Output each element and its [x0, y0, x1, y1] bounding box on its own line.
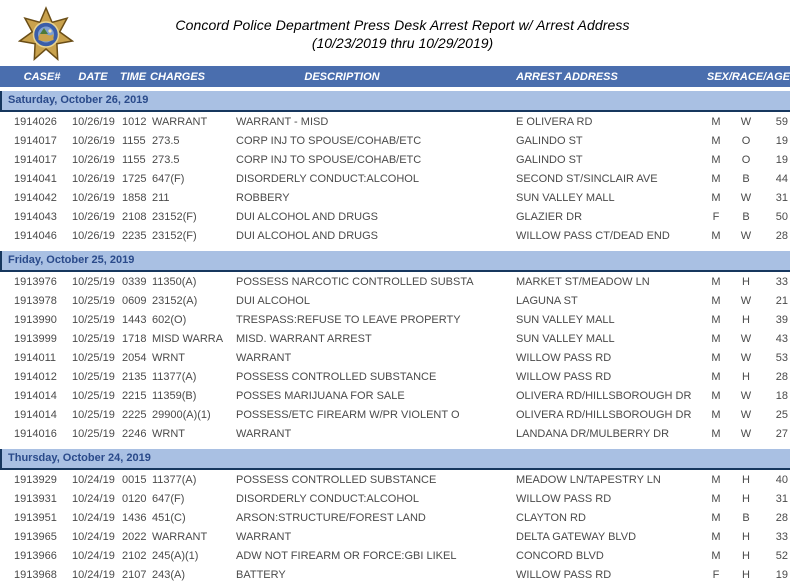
cell-race: H	[742, 275, 750, 288]
cell-description: MISD. WARRANT ARREST	[236, 332, 372, 345]
cell-sex: M	[711, 115, 721, 128]
cell-charges: 451(C)	[152, 511, 186, 524]
cell-date: 10/25/19	[72, 408, 115, 421]
cell-case-number: 1914011	[14, 351, 57, 364]
cell-description: POSSESS/ETC FIREARM W/PR VIOLENT O	[236, 408, 460, 421]
cell-case-number: 1913951	[14, 511, 57, 524]
cell-age: 52	[775, 549, 788, 562]
cell-arrest-address: GALINDO ST	[516, 153, 583, 166]
cell-time: 2246	[122, 427, 147, 440]
cell-description: TRESPASS:REFUSE TO LEAVE PROPERTY	[236, 313, 461, 326]
cell-case-number: 1914026	[14, 115, 57, 128]
day-section-rows	[0, 470, 790, 584]
cell-case-number: 1913929	[14, 473, 57, 486]
cell-description: ADW NOT FIREARM OR FORCE:GBI LIKEL	[236, 549, 457, 562]
table-row	[0, 310, 790, 329]
cell-description: POSSESS CONTROLLED SUBSTANCE	[236, 473, 437, 486]
cell-age: 50	[775, 210, 788, 223]
table-row	[0, 470, 790, 489]
cell-time: 2215	[122, 389, 147, 402]
cell-date: 10/25/19	[72, 389, 115, 402]
cell-description: WARRANT - MISD	[236, 115, 329, 128]
cell-arrest-address: GALINDO ST	[516, 134, 583, 147]
cell-sex: M	[711, 275, 721, 288]
cell-race: B	[742, 210, 750, 223]
cell-time: 1718	[122, 332, 147, 345]
column-header-sex-race-age: SEX/RACE/AGE	[706, 70, 790, 83]
table-row	[0, 272, 790, 291]
cell-description: DUI ALCOHOL AND DRUGS	[236, 229, 379, 242]
cell-race: W	[740, 351, 752, 364]
cell-case-number: 1914043	[14, 210, 57, 223]
cell-charges: 23152(F)	[152, 229, 197, 242]
cell-race: H	[742, 370, 750, 383]
cell-date: 10/24/19	[72, 473, 115, 486]
cell-case-number: 1914017	[14, 153, 57, 166]
cell-age: 53	[775, 351, 788, 364]
cell-time: 2054	[122, 351, 147, 364]
cell-charges: 647(F)	[152, 172, 185, 185]
cell-charges: 23152(F)	[152, 210, 197, 223]
cell-time: 2135	[122, 370, 147, 383]
cell-charges: WRNT	[152, 427, 185, 440]
cell-date: 10/25/19	[72, 275, 115, 288]
cell-sex: M	[711, 351, 721, 364]
cell-sex: M	[711, 549, 721, 562]
cell-race: H	[742, 549, 750, 562]
cell-charges: 11377(A)	[152, 473, 197, 486]
table-row	[0, 527, 790, 546]
cell-charges: 11377(A)	[152, 370, 197, 383]
cell-time: 1725	[122, 172, 147, 185]
cell-time: 0609	[122, 294, 147, 307]
cell-description: BATTERY	[236, 568, 286, 581]
cell-date: 10/24/19	[72, 549, 115, 562]
cell-time: 2225	[122, 408, 147, 421]
cell-charges: MISD WARRA	[152, 332, 224, 345]
cell-description: DISORDERLY CONDUCT:ALCOHOL	[236, 492, 419, 505]
cell-case-number: 1913999	[14, 332, 57, 345]
cell-charges: 29900(A)(1)	[152, 408, 211, 421]
table-row	[0, 508, 790, 527]
cell-charges: WARRANT	[152, 115, 208, 128]
cell-age: 21	[775, 294, 788, 307]
column-header-time: TIME	[119, 70, 147, 83]
cell-arrest-address: WILLOW PASS RD	[516, 370, 612, 383]
cell-date: 10/26/19	[72, 172, 115, 185]
cell-description: POSSESS NARCOTIC CONTROLLED SUBSTA	[236, 275, 474, 288]
cell-date: 10/26/19	[72, 153, 115, 166]
cell-age: 28	[775, 511, 788, 524]
day-section	[0, 449, 790, 584]
table-body	[0, 91, 790, 584]
cell-age: 33	[775, 275, 788, 288]
cell-race: W	[740, 389, 752, 402]
cell-age: 40	[775, 473, 788, 486]
table-column-header-row	[0, 66, 790, 87]
cell-date: 10/25/19	[72, 332, 115, 345]
cell-arrest-address: SUN VALLEY MALL	[516, 191, 615, 204]
cell-charges: 11359(B)	[152, 389, 197, 402]
column-header-date: DATE	[78, 70, 108, 83]
cell-charges: 211	[152, 191, 170, 204]
table-row	[0, 386, 790, 405]
cell-time: 2022	[122, 530, 147, 543]
cell-race: W	[740, 191, 752, 204]
cell-date: 10/24/19	[72, 492, 115, 505]
cell-age: 18	[775, 389, 788, 402]
cell-race: B	[742, 511, 750, 524]
cell-race: H	[742, 530, 750, 543]
concord-police-badge-logo	[18, 3, 74, 65]
cell-sex: M	[711, 473, 721, 486]
cell-case-number: 1914014	[14, 408, 57, 421]
cell-date: 10/24/19	[72, 511, 115, 524]
cell-description: WARRANT	[236, 351, 292, 364]
cell-date: 10/25/19	[72, 427, 115, 440]
cell-age: 31	[775, 492, 788, 505]
cell-race: W	[740, 332, 752, 345]
cell-sex: M	[711, 191, 721, 204]
cell-sex: M	[711, 294, 721, 307]
cell-arrest-address: CONCORD BLVD	[516, 549, 604, 562]
cell-date: 10/24/19	[72, 530, 115, 543]
cell-case-number: 1913968	[14, 568, 57, 581]
cell-arrest-address: SUN VALLEY MALL	[516, 332, 615, 345]
cell-time: 2102	[122, 549, 147, 562]
cell-date: 10/26/19	[72, 115, 115, 128]
cell-time: 0120	[122, 492, 147, 505]
cell-charges: 245(A)(1)	[152, 549, 199, 562]
cell-case-number: 1913978	[14, 294, 57, 307]
report-title: Concord Police Department Press Desk Arrest Report w/ Arrest Address	[175, 17, 630, 33]
cell-age: 19	[775, 134, 788, 147]
cell-sex: M	[711, 370, 721, 383]
day-section-rows	[0, 112, 790, 245]
cell-age: 31	[775, 191, 788, 204]
cell-arrest-address: LAGUNA ST	[516, 294, 578, 307]
table-row	[0, 489, 790, 508]
cell-age: 33	[775, 530, 788, 543]
cell-case-number: 1913931	[14, 492, 57, 505]
table-row	[0, 112, 790, 131]
cell-arrest-address: LANDANA DR/MULBERRY DR	[516, 427, 670, 440]
cell-case-number: 1913976	[14, 275, 57, 288]
cell-date: 10/26/19	[72, 191, 115, 204]
day-section-header: Saturday, October 26, 2019	[0, 91, 790, 112]
cell-race: O	[741, 153, 751, 166]
cell-age: 27	[775, 427, 788, 440]
cell-charges: 273.5	[152, 134, 180, 147]
cell-case-number: 1913990	[14, 313, 57, 326]
table-row	[0, 207, 790, 226]
cell-charges: WRNT	[152, 351, 185, 364]
table-row	[0, 565, 790, 584]
cell-arrest-address: SUN VALLEY MALL	[516, 313, 615, 326]
column-header-case: CASE#	[23, 70, 61, 83]
cell-arrest-address: CLAYTON RD	[516, 511, 586, 524]
table-row	[0, 424, 790, 443]
cell-race: H	[742, 473, 750, 486]
cell-case-number: 1914017	[14, 134, 57, 147]
cell-date: 10/26/19	[72, 210, 115, 223]
cell-description: CORP INJ TO SPOUSE/COHAB/ETC	[236, 134, 422, 147]
cell-time: 0015	[122, 473, 147, 486]
table-row	[0, 405, 790, 424]
cell-sex: M	[711, 153, 721, 166]
table-row	[0, 348, 790, 367]
cell-race: H	[742, 492, 750, 505]
cell-race: O	[741, 134, 751, 147]
arrest-table	[0, 66, 790, 584]
cell-description: ROBBERY	[236, 191, 290, 204]
table-row	[0, 226, 790, 245]
cell-sex: M	[711, 332, 721, 345]
cell-race: W	[740, 408, 752, 421]
cell-description: DISORDERLY CONDUCT:ALCOHOL	[236, 172, 419, 185]
cell-arrest-address: MARKET ST/MEADOW LN	[516, 275, 650, 288]
cell-charges: 273.5	[152, 153, 180, 166]
cell-case-number: 1913966	[14, 549, 57, 562]
table-row	[0, 188, 790, 207]
cell-race: W	[740, 115, 752, 128]
table-row	[0, 169, 790, 188]
column-header-charges: CHARGES	[150, 70, 206, 83]
cell-age: 25	[775, 408, 788, 421]
cell-case-number: 1914041	[14, 172, 57, 185]
cell-case-number: 1914042	[14, 191, 57, 204]
cell-date: 10/25/19	[72, 351, 115, 364]
cell-arrest-address: GLAZIER DR	[516, 210, 583, 223]
column-header-description: DESCRIPTION	[304, 70, 380, 83]
table-row	[0, 329, 790, 348]
cell-arrest-address: WILLOW PASS CT/DEAD END	[516, 229, 670, 242]
cell-date: 10/26/19	[72, 134, 115, 147]
cell-description: POSSESS CONTROLLED SUBSTANCE	[236, 370, 437, 383]
cell-date: 10/26/19	[72, 229, 115, 242]
day-section-rows	[0, 272, 790, 443]
cell-date: 10/25/19	[72, 370, 115, 383]
cell-race: W	[740, 294, 752, 307]
cell-race: W	[740, 229, 752, 242]
cell-race: H	[742, 568, 750, 581]
table-row	[0, 291, 790, 310]
cell-arrest-address: DELTA GATEWAY BLVD	[516, 530, 637, 543]
cell-time: 1012	[122, 115, 147, 128]
day-section	[0, 251, 790, 443]
cell-time: 2107	[122, 568, 147, 581]
cell-age: 19	[775, 153, 788, 166]
cell-age: 19	[775, 568, 788, 581]
report-date-range: (10/23/2019 thru 10/29/2019)	[311, 35, 494, 51]
cell-case-number: 1914046	[14, 229, 57, 242]
cell-arrest-address: WILLOW PASS RD	[516, 351, 612, 364]
cell-age: 59	[775, 115, 788, 128]
day-section	[0, 91, 790, 245]
day-section-header: Thursday, October 24, 2019	[0, 449, 790, 470]
cell-sex: M	[711, 134, 721, 147]
cell-date: 10/24/19	[72, 568, 115, 581]
cell-age: 44	[775, 172, 788, 185]
cell-arrest-address: WILLOW PASS RD	[516, 492, 612, 505]
cell-sex: F	[712, 568, 720, 581]
report-title-block	[0, 0, 805, 51]
cell-race: H	[742, 313, 750, 326]
cell-description: CORP INJ TO SPOUSE/COHAB/ETC	[236, 153, 422, 166]
cell-sex: M	[711, 408, 721, 421]
cell-sex: M	[711, 172, 721, 185]
cell-charges: 602(O)	[152, 313, 187, 326]
cell-time: 1155	[122, 134, 146, 147]
cell-arrest-address: OLIVERA RD/HILLSBOROUGH DR	[516, 389, 692, 402]
day-section-header: Friday, October 25, 2019	[0, 251, 790, 272]
cell-case-number: 1913965	[14, 530, 57, 543]
cell-sex: M	[711, 229, 721, 242]
cell-sex: M	[711, 511, 721, 524]
cell-time: 1436	[122, 511, 147, 524]
cell-description: WARRANT	[236, 427, 292, 440]
cell-description: DUI ALCOHOL	[236, 294, 310, 307]
table-row	[0, 131, 790, 150]
cell-age: 39	[775, 313, 788, 326]
cell-description: POSSES MARIJUANA FOR SALE	[236, 389, 405, 402]
cell-age: 28	[775, 370, 788, 383]
cell-sex: M	[711, 427, 721, 440]
cell-date: 10/25/19	[72, 294, 115, 307]
cell-description: WARRANT	[236, 530, 292, 543]
cell-sex: F	[712, 210, 720, 223]
cell-arrest-address: MEADOW LN/TAPESTRY LN	[516, 473, 661, 486]
cell-race: B	[742, 172, 750, 185]
table-row	[0, 546, 790, 565]
cell-sex: M	[711, 492, 721, 505]
cell-race: W	[740, 427, 752, 440]
table-row	[0, 150, 790, 169]
cell-case-number: 1914012	[14, 370, 57, 383]
cell-sex: M	[711, 389, 721, 402]
cell-charges: 11350(A)	[152, 275, 197, 288]
cell-sex: M	[711, 313, 721, 326]
cell-sex: M	[711, 530, 721, 543]
cell-arrest-address: SECOND ST/SINCLAIR AVE	[516, 172, 658, 185]
cell-time: 2108	[122, 210, 147, 223]
cell-arrest-address: OLIVERA RD/HILLSBOROUGH DR	[516, 408, 692, 421]
report-header	[0, 0, 805, 66]
cell-charges: 243(A)	[152, 568, 186, 581]
cell-charges: WARRANT	[152, 530, 208, 543]
cell-charges: 23152(A)	[152, 294, 198, 307]
cell-description: ARSON:STRUCTURE/FOREST LAND	[236, 511, 426, 524]
cell-time: 1858	[122, 191, 147, 204]
cell-time: 2235	[122, 229, 147, 242]
cell-date: 10/25/19	[72, 313, 115, 326]
table-row	[0, 367, 790, 386]
cell-time: 1443	[122, 313, 147, 326]
column-header-address: ARREST ADDRESS	[516, 70, 618, 83]
cell-case-number: 1914014	[14, 389, 57, 402]
cell-age: 28	[775, 229, 788, 242]
cell-arrest-address: WILLOW PASS RD	[516, 568, 612, 581]
cell-arrest-address: E OLIVERA RD	[516, 115, 593, 128]
cell-charges: 647(F)	[152, 492, 185, 505]
cell-time: 0339	[122, 275, 147, 288]
cell-case-number: 1914016	[14, 427, 57, 440]
cell-time: 1155	[122, 153, 146, 166]
cell-age: 43	[775, 332, 788, 345]
cell-description: DUI ALCOHOL AND DRUGS	[236, 210, 379, 223]
